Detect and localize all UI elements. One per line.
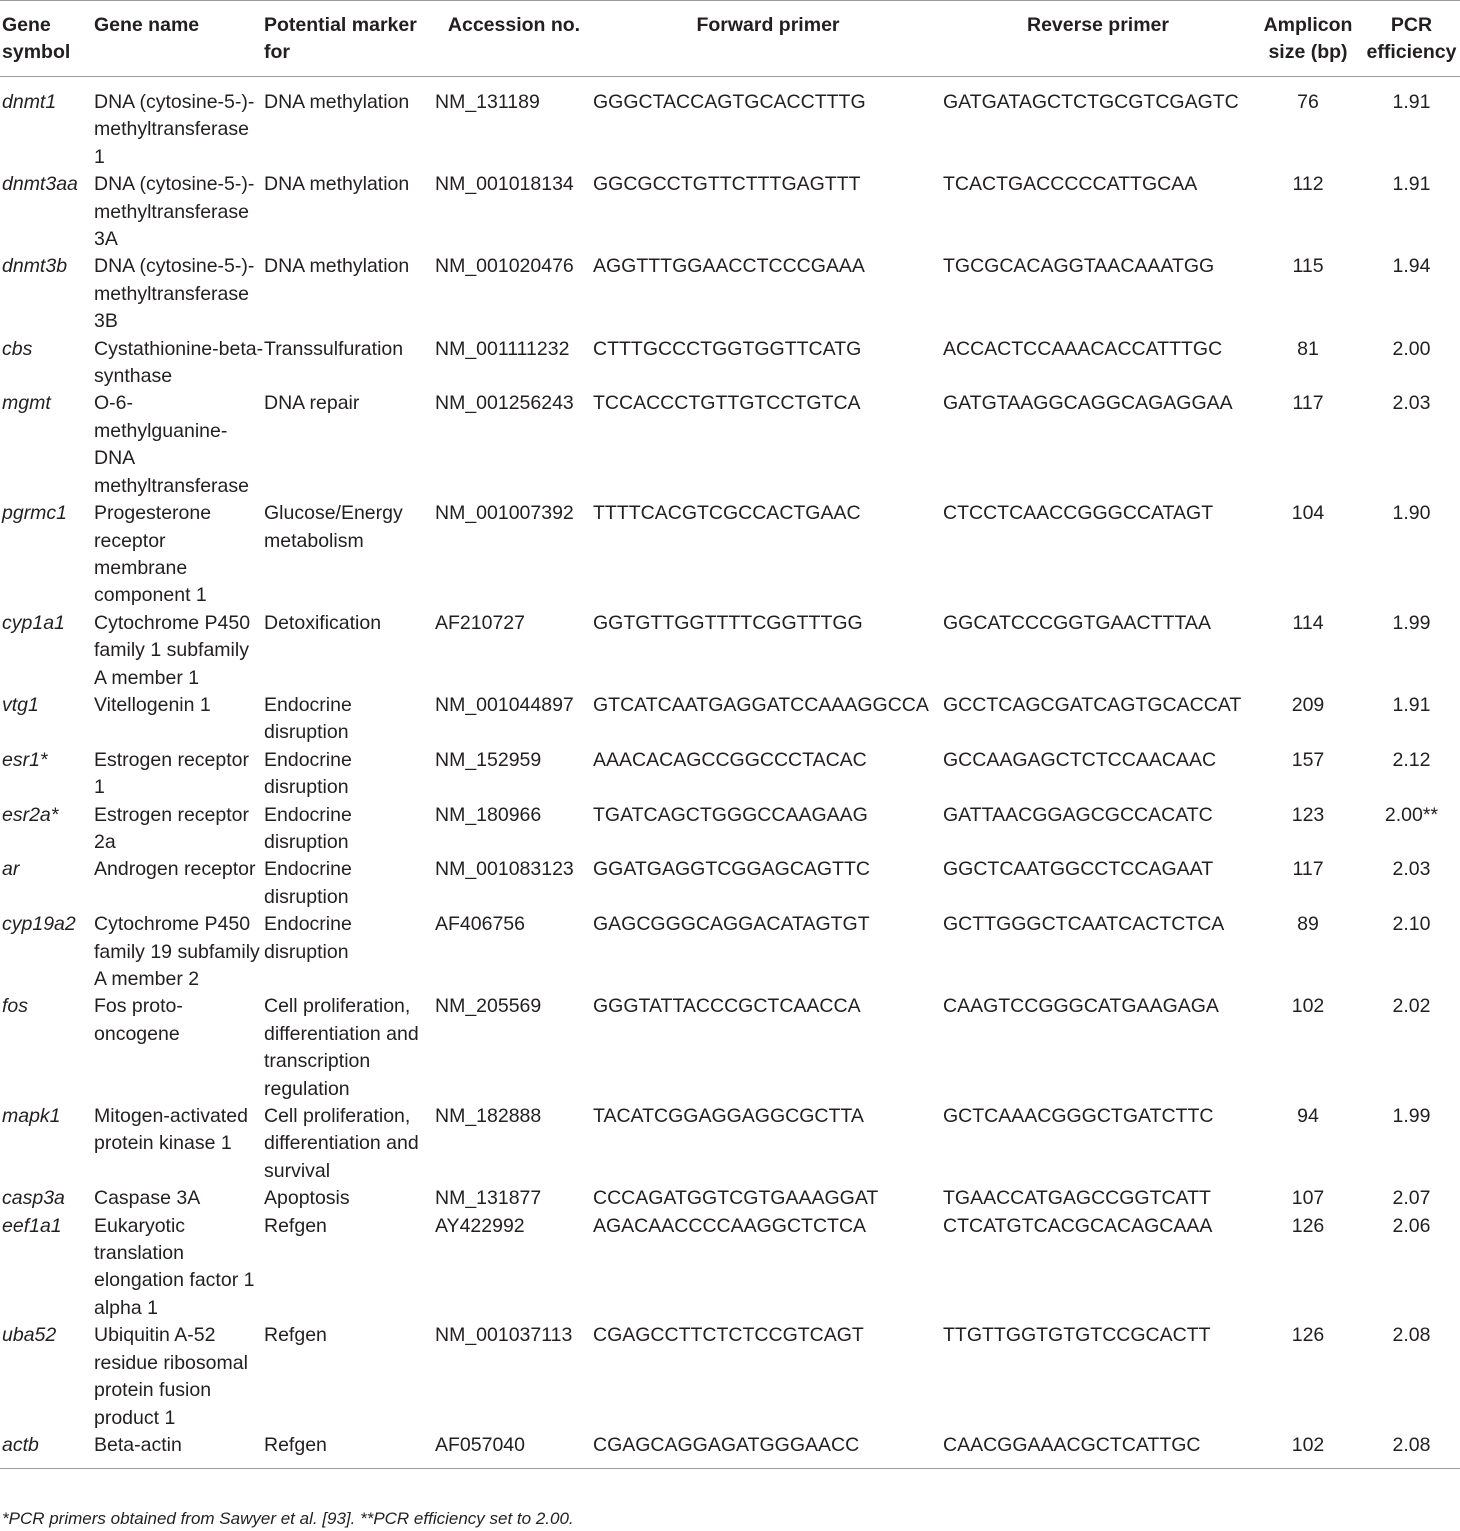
gene-symbol-cell: cyp1a1 — [2, 611, 65, 634]
marker-cell: Refgen — [264, 1324, 327, 1347]
reverse-primer-cell: CAACGGAAACGCTCATTGC — [943, 1433, 1201, 1456]
forward-primer-cell: GGATGAGGTCGGAGCAGTTC — [593, 858, 870, 881]
gene-symbol-cell: ar — [2, 858, 20, 881]
header-gene-symbol: Gene symbol — [2, 14, 71, 63]
pcr-efficiency-cell: 2.03 — [1392, 858, 1431, 881]
gene-symbol-cell: fos — [2, 995, 29, 1018]
reverse-primer-cell: GATGATAGCTCTGCGTCGAGTC — [943, 91, 1239, 113]
gene-name-cell: Fos proto-oncogene — [94, 995, 183, 1045]
amplicon-size-cell: 81 — [1297, 337, 1319, 360]
amplicon-size-cell: 126 — [1291, 1214, 1325, 1237]
reverse-primer-cell: CTCATGTCACGCACAGCAAA — [943, 1214, 1213, 1237]
reverse-primer-cell: GATGTAAGGCAGGCAGAGGAA — [943, 392, 1233, 415]
pcr-efficiency-cell: 2.02 — [1392, 995, 1431, 1018]
accession-cell: NM_205569 — [435, 995, 542, 1018]
forward-primer-cell: GGTGTTGGTTTTCGGTTTGG — [593, 611, 863, 634]
table-row — [0, 500, 1460, 610]
reverse-primer-cell: CAAGTCCGGGCATGAAGAGA — [943, 995, 1219, 1018]
amplicon-size-cell: 94 — [1297, 1105, 1319, 1128]
pcr-efficiency-cell: 1.94 — [1392, 255, 1431, 278]
pcr-efficiency-cell: 1.91 — [1392, 693, 1431, 716]
pcr-efficiency-cell: 2.10 — [1392, 913, 1431, 936]
gene-symbol-cell: cbs — [2, 337, 33, 360]
amplicon-size-cell: 102 — [1291, 1433, 1325, 1456]
accession-cell: AF210727 — [435, 611, 525, 634]
pcr-efficiency-cell: 2.08 — [1392, 1324, 1431, 1347]
marker-cell: Refgen — [264, 1433, 327, 1456]
pcr-efficiency-cell: 2.12 — [1392, 748, 1431, 771]
amplicon-size-cell: 209 — [1291, 693, 1325, 716]
marker-cell: DNA repair — [264, 392, 360, 415]
table-row — [0, 253, 1460, 335]
gene-name-cell: Mitogen-activated protein kinase 1 — [94, 1105, 248, 1155]
gene-name-cell: Cytochrome P450 family 19 subfamily A member 2 — [94, 913, 260, 990]
table-row — [0, 610, 1460, 692]
accession-cell: NM_001020476 — [435, 255, 574, 278]
accession-cell: NM_001007392 — [435, 502, 574, 525]
amplicon-size-cell: 112 — [1292, 173, 1324, 196]
amplicon-size-cell: 89 — [1297, 913, 1319, 936]
pcr-efficiency-cell: 2.00** — [1384, 803, 1439, 826]
table-row — [0, 77, 1460, 172]
table-row — [0, 1213, 1460, 1323]
accession-cell: NM_001111232 — [435, 337, 570, 360]
table-row — [0, 171, 1460, 253]
pcr-efficiency-cell: 1.99 — [1392, 611, 1431, 634]
forward-primer-cell: TACATCGGAGGAGGCGCTTA — [593, 1105, 864, 1128]
header-pcr-efficiency: PCR efficiency — [1366, 14, 1457, 63]
accession-cell: NM_001018134 — [435, 173, 574, 196]
marker-cell: Endocrine disruption — [264, 913, 352, 963]
marker-cell: Endocrine disruption — [264, 858, 352, 908]
forward-primer-cell: AAACACAGCCGGCCCTACAC — [593, 748, 867, 771]
accession-cell: AF406756 — [435, 913, 525, 936]
table-row — [0, 856, 1460, 911]
forward-primer-cell: TTTTCACGTCGCCACTGAAC — [593, 502, 861, 525]
marker-cell: DNA methylation — [264, 255, 410, 278]
reverse-primer-cell: GCCTCAGCGATCAGTGCACCAT — [943, 693, 1242, 716]
forward-primer-cell: CGAGCAGGAGATGGGAACC — [593, 1433, 860, 1456]
amplicon-size-cell: 76 — [1297, 91, 1319, 113]
header-reverse-primer: Reverse primer — [1026, 14, 1169, 36]
reverse-primer-cell: ACCACTCCAAACACCATTTGC — [943, 337, 1223, 360]
forward-primer-cell: GGCGCCTGTTCTTTGAGTTT — [593, 173, 861, 196]
gene-symbol-cell: casp3a — [2, 1187, 65, 1210]
gene-name-cell: Progesterone receptor membrane component 1 — [94, 502, 212, 607]
forward-primer-cell: TGATCAGCTGGGCCAAGAAG — [593, 803, 868, 826]
gene-name-cell: Estrogen receptor 1 — [94, 748, 250, 799]
header-amplicon-size: Amplicon size (bp) — [1263, 14, 1353, 63]
reverse-primer-cell: TGCGCACAGGTAACAAATGG — [943, 255, 1215, 278]
forward-primer-cell: AGACAACCCCAAGGCTCTCA — [593, 1214, 867, 1237]
marker-cell: Endocrine disruption — [264, 693, 352, 744]
pcr-efficiency-cell: 2.06 — [1392, 1214, 1431, 1237]
amplicon-size-cell: 157 — [1291, 748, 1325, 771]
amplicon-size-cell: 126 — [1291, 1324, 1325, 1347]
forward-primer-cell: TCCACCCTGTTGTCCTGTCA — [593, 392, 861, 415]
gene-symbol-cell: pgrmc1 — [2, 502, 68, 525]
marker-cell: DNA methylation — [264, 91, 410, 113]
reverse-primer-cell: GGCATCCCGGTGAACTTTAA — [943, 611, 1211, 634]
pcr-efficiency-cell: 1.91 — [1392, 173, 1431, 196]
reverse-primer-cell: GCTTGGGCTCAATCACTCTCA — [943, 913, 1225, 936]
table-row — [0, 390, 1460, 500]
pcr-efficiency-cell: 2.03 — [1392, 392, 1431, 415]
gene-symbol-cell: cyp19a2 — [2, 913, 76, 936]
table-row — [0, 692, 1460, 747]
reverse-primer-cell: TGAACCATGAGCCGGTCATT — [943, 1187, 1211, 1210]
reverse-primer-cell: GGCTCAATGGCCTCCAGAAT — [943, 858, 1214, 881]
table-row — [0, 747, 1460, 802]
forward-primer-cell: CTTTGCCCTGGTGGTTCATG — [593, 337, 862, 360]
pcr-efficiency-cell: 1.90 — [1392, 502, 1431, 525]
marker-cell: Endocrine disruption — [264, 748, 352, 799]
gene-name-cell: DNA (cytosine-5-)-methyltransferase 3A — [94, 173, 255, 251]
gene-name-cell: Vitellogenin 1 — [94, 693, 211, 716]
accession-cell: AY422992 — [435, 1214, 525, 1237]
gene-name-cell: Caspase 3A — [94, 1187, 201, 1210]
amplicon-size-cell: 117 — [1292, 392, 1324, 415]
gene-symbol-cell: esr1* — [2, 748, 48, 771]
marker-cell: DNA methylation — [264, 173, 410, 196]
marker-cell: Detoxification — [264, 611, 382, 634]
amplicon-size-cell: 114 — [1292, 611, 1324, 634]
accession-cell: NM_131877 — [435, 1187, 542, 1210]
amplicon-size-cell: 115 — [1292, 255, 1324, 278]
header-marker: Potential marker for — [264, 14, 417, 63]
gene-name-cell: Eukaryotic translation elongation factor 1 alpha 1 — [94, 1214, 255, 1319]
pcr-efficiency-cell: 1.99 — [1392, 1105, 1431, 1128]
pcr-efficiency-cell: 2.00 — [1392, 337, 1431, 360]
accession-cell: NM_001083123 — [435, 858, 574, 881]
gene-name-cell: O-6-methylguanine-DNA methyltransferase — [94, 392, 249, 497]
accession-cell: NM_152959 — [435, 748, 542, 771]
reverse-primer-cell: TCACTGACCCCCATTGCAA — [943, 173, 1198, 196]
reverse-primer-cell: GCCAAGAGCTCTCCAACAAC — [943, 748, 1217, 771]
forward-primer-cell: AGGTTTGGAACCTCCCGAAA — [593, 255, 865, 278]
forward-primer-cell: GGGCTACCAGTGCACCTTTG — [593, 91, 866, 113]
table-row — [0, 336, 1460, 391]
forward-primer-cell: GAGCGGGCAGGACATAGTGT — [593, 913, 870, 936]
gene-name-cell: DNA (cytosine-5-)-methyltransferase 3B — [94, 255, 255, 333]
table-row — [0, 802, 1460, 857]
gene-symbol-cell: dnmt3b — [2, 255, 68, 278]
amplicon-size-cell: 123 — [1291, 803, 1325, 826]
forward-primer-cell: GTCATCAATGAGGATCCAAAGGCCA — [593, 693, 929, 716]
pcr-efficiency-cell: 2.08 — [1392, 1433, 1431, 1456]
table-row — [0, 1432, 1460, 1469]
accession-cell: NM_001044897 — [435, 693, 574, 716]
table-row — [0, 1185, 1460, 1212]
gene-name-cell: Estrogen receptor 2a — [94, 803, 250, 853]
marker-cell: Cell proliferation, differentiation and transcription regulation — [264, 995, 419, 1100]
gene-symbol-cell: vtg1 — [2, 693, 39, 716]
marker-cell: Apoptosis — [264, 1187, 350, 1210]
pcr-efficiency-cell: 2.07 — [1392, 1187, 1431, 1210]
gene-symbol-cell: eef1a1 — [2, 1214, 62, 1237]
marker-cell: Transsulfuration — [264, 337, 404, 360]
forward-primer-cell: CGAGCCTTCTCTCCGTCAGT — [593, 1324, 864, 1347]
marker-cell: Endocrine disruption — [264, 803, 352, 853]
gene-name-cell: DNA (cytosine-5-)-methyltransferase 1 — [94, 91, 255, 168]
header-accession: Accession no. — [447, 14, 581, 36]
reverse-primer-cell: GATTAACGGAGCGCCACATC — [943, 803, 1213, 826]
accession-cell: NM_180966 — [435, 803, 542, 826]
gene-symbol-cell: actb — [2, 1433, 39, 1456]
table-footnote: *PCR primers obtained from Sawyer et al. [93]. **PCR efficiency set to 2.00. — [2, 1509, 574, 1528]
gene-symbol-cell: mgmt — [2, 392, 51, 415]
pcr-efficiency-cell: 1.91 — [1392, 91, 1431, 113]
amplicon-size-cell: 102 — [1291, 995, 1325, 1018]
gene-symbol-cell: dnmt3aa — [2, 173, 78, 196]
marker-cell: Refgen — [264, 1214, 327, 1237]
marker-cell: Cell proliferation, differentiation and survival — [264, 1105, 419, 1182]
header-forward-primer: Forward primer — [696, 14, 840, 36]
gene-symbol-cell: esr2a* — [2, 803, 59, 826]
gene-symbol-cell: mapk1 — [2, 1105, 61, 1128]
gene-name-cell: Androgen receptor — [94, 858, 256, 881]
gene-symbol-cell: dnmt1 — [2, 91, 57, 113]
accession-cell: NM_001037113 — [435, 1324, 573, 1347]
table-row — [0, 993, 1460, 1103]
forward-primer-cell: CCCAGATGGTCGTGAAAGGAT — [593, 1187, 879, 1210]
amplicon-size-cell: 104 — [1291, 502, 1325, 525]
table-row — [0, 1322, 1460, 1432]
gene-name-cell: Beta-actin — [94, 1433, 182, 1456]
header-gene-name: Gene name — [94, 14, 200, 36]
table-row — [0, 1103, 1460, 1185]
accession-cell: NM_001256243 — [435, 392, 574, 415]
gene-name-cell: Cytochrome P450 family 1 subfamily A member 1 — [94, 611, 251, 689]
marker-cell: Glucose/Energy metabolism — [264, 502, 403, 552]
accession-cell: AF057040 — [435, 1433, 525, 1456]
accession-cell: NM_182888 — [435, 1105, 542, 1128]
table-row — [0, 911, 1460, 993]
header-row — [0, 1, 1460, 77]
reverse-primer-cell: GCTCAAACGGGCTGATCTTC — [943, 1105, 1214, 1128]
gene-name-cell: Cystathionine-beta-synthase — [94, 337, 264, 388]
reverse-primer-cell: CTCCTCAACCGGGCCATAGT — [943, 502, 1214, 525]
amplicon-size-cell: 117 — [1292, 858, 1324, 881]
accession-cell: NM_131189 — [435, 91, 540, 113]
forward-primer-cell: GGGTATTACCCGCTCAACCA — [593, 995, 861, 1018]
gene-symbol-cell: uba52 — [2, 1324, 57, 1347]
amplicon-size-cell: 107 — [1291, 1187, 1325, 1210]
gene-name-cell: Ubiquitin A-52 residue ribosomal protein fusion product 1 — [94, 1324, 248, 1429]
reverse-primer-cell: TTGTTGGTGTGTCCGCACTT — [943, 1324, 1211, 1347]
